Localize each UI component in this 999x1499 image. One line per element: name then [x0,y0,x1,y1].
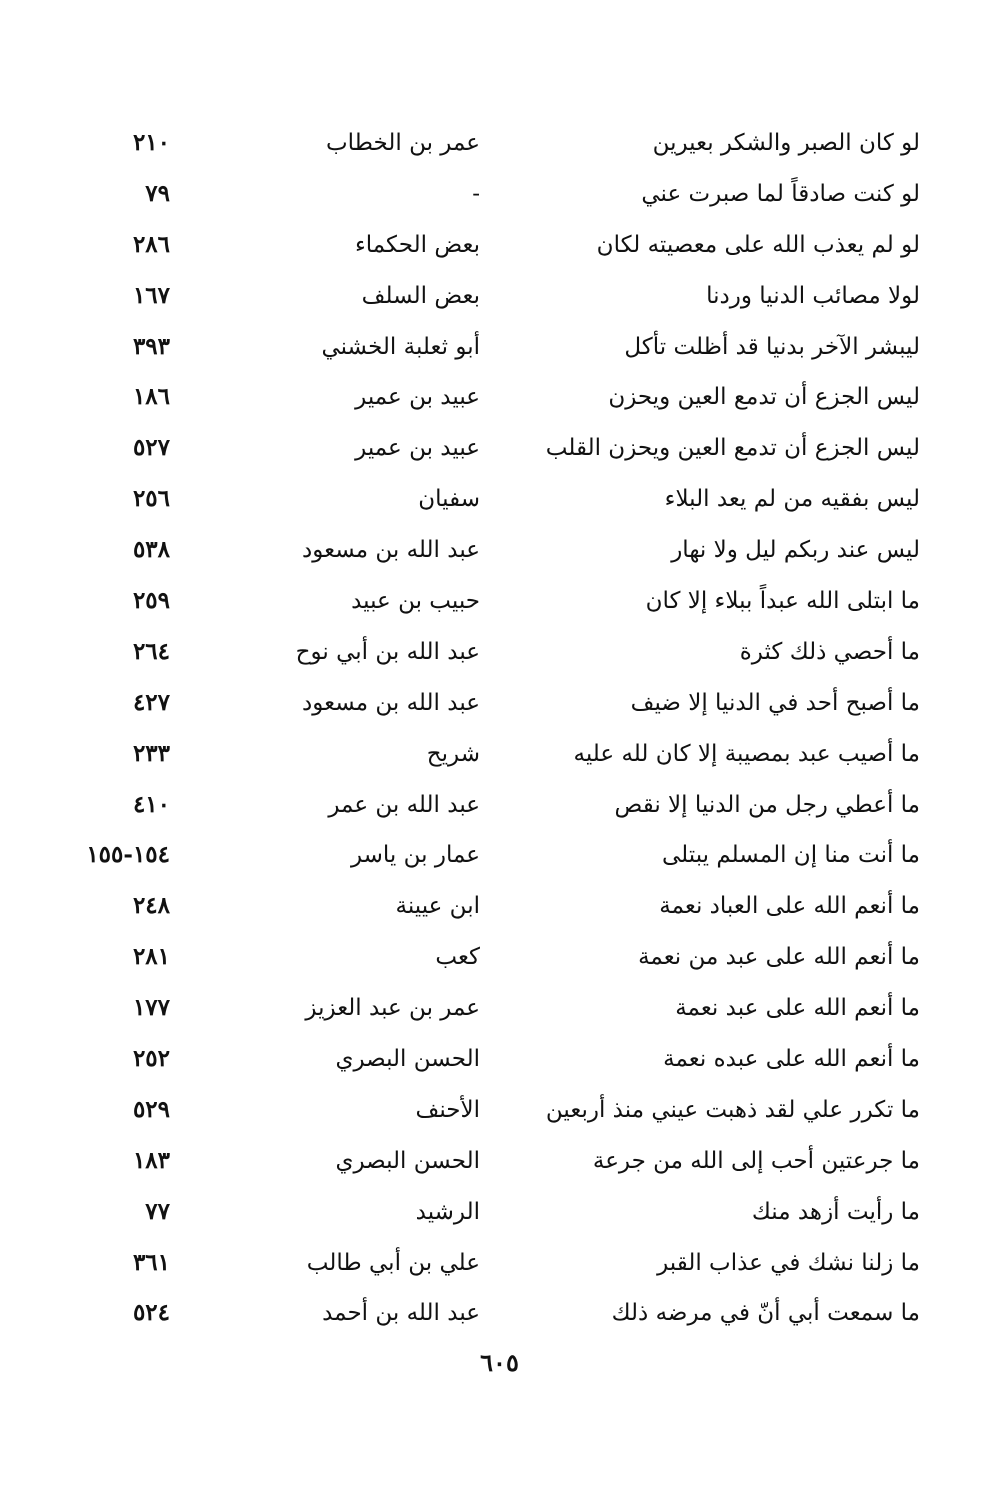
table-row [100,1034,920,1085]
entry-page: ٢٣٣ [132,739,170,767]
entry-person: الحسن البصري [335,1147,480,1174]
entry-text: ما أحصي ذلك كثرة [739,638,920,665]
table-row [100,780,920,831]
entry-page: ٢٤٨ [132,892,170,920]
entry-person: الرشيد [415,1198,480,1225]
table-row [100,729,920,780]
entry-person: عبيد بن عمير [355,384,480,411]
entry-person: بعض السلف [361,282,480,309]
table-row [100,1136,920,1187]
entry-text: لو كنت صادقاً لما صبرت عني [641,180,920,207]
entry-text: ليس الجزع أن تدمع العين ويحزن القلب [545,435,920,462]
table-row [100,423,920,474]
entry-text: ليس بفقيه من لم يعد البلاء [664,486,920,513]
entry-person: عمار بن ياسر [350,842,480,869]
entry-text: ما أنعم الله على العباد نعمة [659,893,920,920]
entry-page: ٤٢٧ [132,688,170,716]
entry-page: ١٦٧ [132,281,170,309]
table-row [100,881,920,932]
entry-text: لو لم يعذب الله على معصيته لكان [596,231,920,258]
entry-person: كعب [435,944,480,971]
entry-text: ليس عند ربكم ليل ولا نهار [671,537,920,564]
entry-person: حبيب بن عبيد [351,588,480,615]
table-row [100,322,920,373]
entry-text: ما سمعت أبي أنّ في مرضه ذلك [611,1300,920,1327]
entry-person: الحسن البصري [335,1046,480,1073]
entry-page: ٥٣٨ [132,536,170,564]
entry-text: ما زلنا نشك في عذاب القبر [657,1249,920,1276]
entry-page: ٤١٠ [132,790,170,818]
entry-page: ١٨٦ [132,383,170,411]
entry-person: عبد الله بن مسعود [302,689,480,716]
entry-person: ابن عيينة [395,893,480,920]
entry-person: أبو ثعلبة الخشني [321,333,480,360]
table-row [100,525,920,576]
table-row [100,169,920,220]
table-row [86,830,920,881]
table-row [100,983,920,1034]
entry-page: ٢١٠ [132,129,170,156]
entry-person: بعض الحكماء [354,231,480,258]
table-row [100,1085,920,1136]
table-row [100,627,920,678]
entry-page: ٧٩ [145,179,170,207]
entry-page: ٢٥٢ [132,1045,170,1073]
entry-person: علي بن أبي طالب [306,1249,480,1276]
table-row [100,1238,920,1289]
entry-person: - [472,180,480,207]
entry-page: ٥٢٧ [132,434,170,462]
entry-text: ما جرعتين أحب إلى الله من جرعة [592,1147,920,1174]
entry-text: ليبشر الآخر بدنيا قد أظلت تأكل [624,333,920,360]
entry-text: لو كان الصبر والشكر بعيرين [652,130,920,156]
table-row [100,372,920,423]
index-table [86,118,920,1339]
entry-person: سفيان [418,486,480,513]
table-row [100,271,920,322]
entry-person: عمر بن الخطاب [325,130,480,156]
entry-text: لولا مصائب الدنيا وردنا [706,282,920,309]
entry-page: ٢٨١ [132,943,170,971]
entry-person: عبد الله بن أبي نوح [295,638,480,665]
table-row [100,678,920,729]
entry-person: عبيد بن عمير [355,435,480,462]
entry-person: الأحنف [415,1096,480,1123]
entry-text: ما أصبح أحد في الدنيا إلا ضيف [630,689,920,716]
entry-page: ٢٥٩ [132,587,170,615]
entry-page: ١٧٧ [132,994,170,1022]
table-row [100,220,920,271]
entry-text: ما ابتلى الله عبداً ببلاء إلا كان [645,588,920,615]
table-row [100,576,920,627]
entry-page: ١٨٣ [132,1146,170,1174]
entry-page: ٧٧ [145,1197,170,1225]
entry-page: ٥٢٤ [132,1299,170,1327]
entry-text: ما أنعم الله على عبده نعمة [663,1046,920,1073]
table-row [100,118,920,169]
entry-page: ٢٦٤ [132,637,170,665]
table-row [100,932,920,983]
entry-text: ما تكرر علي لقد ذهبت عيني منذ أربعين [545,1096,920,1123]
entry-person: عبد الله بن مسعود [302,537,480,564]
entry-text: ما أنت منا إن المسلم يبتلى [661,842,920,869]
entry-text: ما أصيب عبد بمصيبة إلا كان لله عليه [573,740,920,767]
entry-page: ٢٥٦ [132,485,170,513]
entry-person: عبد الله بن عمر [328,791,480,818]
entry-text: ما رأيت أزهد منك [751,1198,920,1225]
entry-page: ٣٩٣ [132,332,170,360]
entry-person: عمر بن عبد العزيز [305,995,480,1022]
entry-page: ١٥٤-١٥٥ [86,841,170,869]
entry-text: ليس الجزع أن تدمع العين ويحزن [608,384,920,411]
table-row [100,1288,920,1339]
entry-text: ما أنعم الله على عبد من نعمة [638,944,920,971]
entry-page: ٥٢٩ [132,1095,170,1123]
entry-person: عبد الله بن أحمد [322,1300,480,1327]
entry-page: ٢٨٦ [132,230,170,258]
entry-page: ٣٦١ [132,1248,170,1276]
entry-text: ما أعطي رجل من الدنيا إلا نقص [614,791,920,818]
page-number: ٦٠٥ [480,1348,519,1377]
entry-text: ما أنعم الله على عبد نعمة [675,995,920,1022]
table-row [100,1187,920,1238]
table-row [100,474,920,525]
entry-person: شريح [426,740,480,767]
